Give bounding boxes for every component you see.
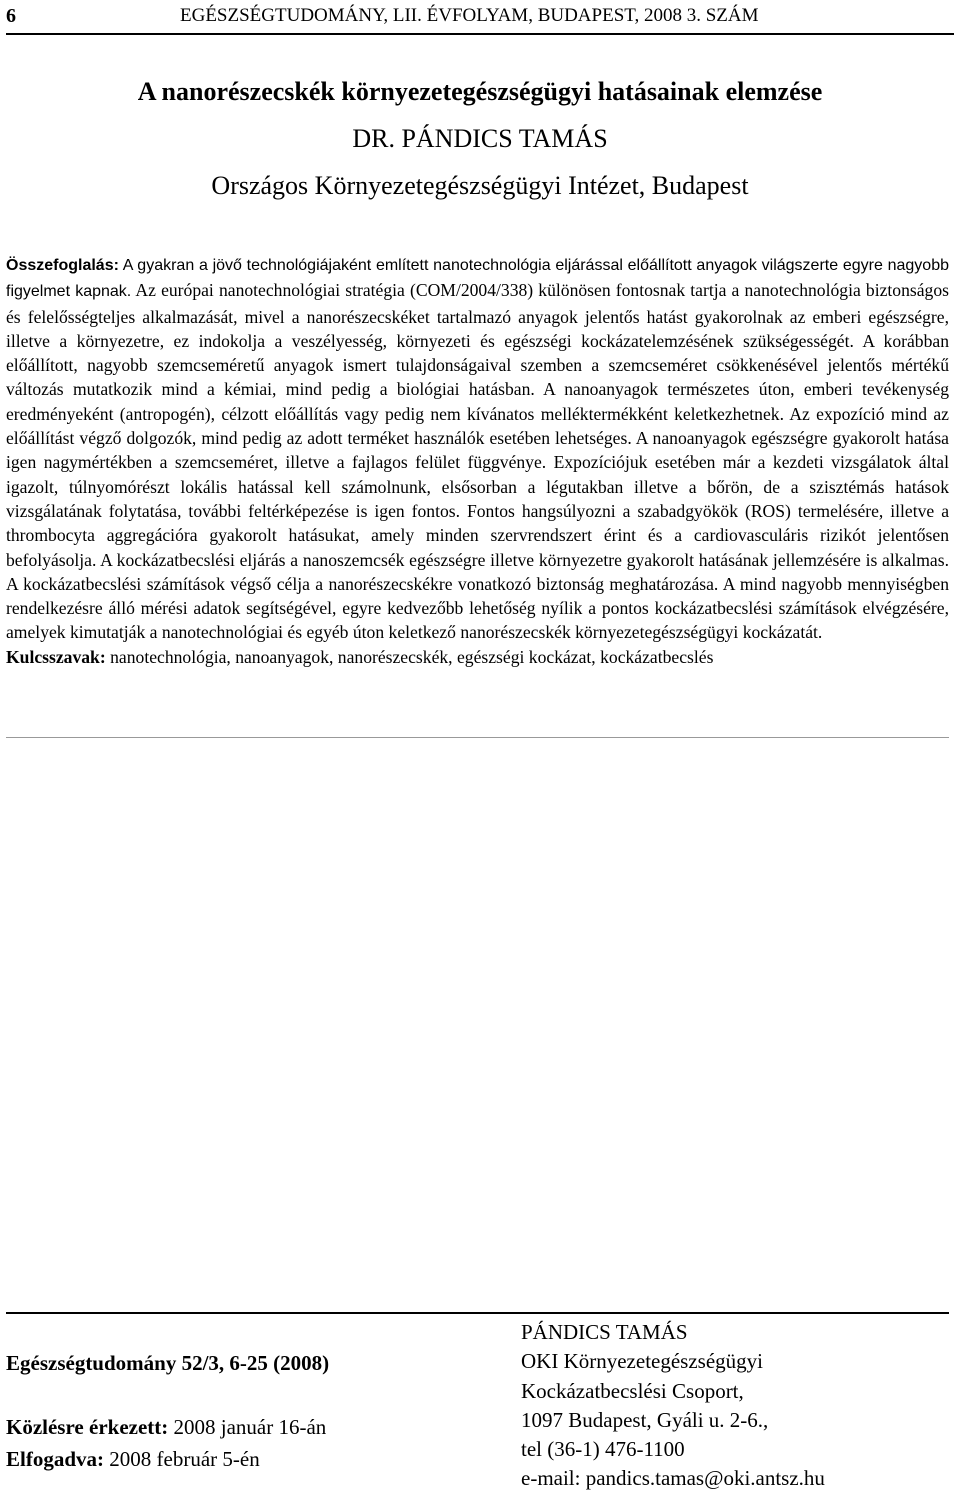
contact-name: PÁNDICS TAMÁS — [521, 1320, 688, 1344]
contact-org: OKI Környezetegészségügyi — [521, 1349, 763, 1374]
abstract — [6, 252, 949, 669]
contact-dept: Kockázatbecslési Csoport, — [521, 1378, 744, 1403]
keywords-text: nanotechnológia, nanoanyagok, nanorészecskék, egészségi kockázat, kockázatbecslés — [105, 646, 714, 667]
page-number: 6 — [6, 5, 16, 27]
footer-divider — [6, 1312, 949, 1314]
publication-info — [6, 1347, 486, 1475]
contact-email: e-mail: pandics.tamas@oki.antsz.hu — [521, 1466, 825, 1491]
article-title: A nanorészecskék környezetegészségügyi hatásainak elemzése — [137, 77, 823, 106]
abstract-divider — [6, 737, 949, 738]
article-affiliation: Országos Környezetegészségügyi Intézet, Budapest — [211, 171, 749, 200]
abstract-label: Összefoglalás: — [6, 257, 119, 274]
contact-address: 1097 Budapest, Gyáli u. 2-6., — [521, 1407, 769, 1432]
keywords-label: Kulcsszavak: — [6, 646, 106, 667]
received-date: Közlésre érkezett: 2008 január 16-án — [6, 1415, 327, 1439]
abstract-intro: A gyakran a jövő technológiájaként említett nanotechnológia eljárással előállított anyagok világszerte egyre nagyobb figyelmet kapnak. — [6, 257, 949, 301]
running-header — [6, 4, 954, 30]
abstract-body: Az európai nanotechnológiai stratégia (COM/2004/338) különösen fontosnak tartja a nanotechnológia biztonságos és felelősségteljes alkalmazását, mivel a nanorészecskéket tartalmazó anyagok jelentős hatást gyakorolnak az emberi egészségre, illetve a környezetre, ez indokolja a veszélyesség, környezeti és egészségi kockázatelemzésének szükségességét. A korábban előállított, nagyobb szemcseméretű anyagok ismert tulajdonságaival szemben a szemcseméret csökkenésével jelentős mértékű változás mutatkozik mind a kémiai, mind pedig a biológiai hatásban. A nanoanyagok természetes úton, emberi tevékenység eredményeként (antropogén), célzott előállítás vagy pedig nem kívánatos melléktermékként keletkezhetnek. Az expozíció mind az előállítást végző dolgozók, mind pedig az adott terméket használók esetében lehetséges. A nanoanyagok egészségre gyakorolt hatása igen nagymértékben a szemcseméret, illetve a fajlagos felület függvénye. Expozíciójuk esetében már a kezdeti vizsgálatok által igazolt, túlnyomórészt lokális hatással kell számolnunk, elsősorban a légutakban illetve a bőrön, de a szisztémás hatások vizsgálatának folytatása, további feltérképezése is igen fontos. Fontos hangsúlyozni a szabadgyökök (ROS) termelésére, illetve a thrombocyta aggregációra gyakorolt hatásukat, amely minden szervrendszert érint és a cardiovasculáris rizikót jelentősen befolyásolja. A kockázatbecslési eljárás a nanoszemcsék egészségre illetve környezetre gyakorolt hatásának jellemzésére is alkalmas. A kockázatbecslési számítások végső célja a nanorészecskékre vonatkozó biztonság meghatározása. A mind nagyobb mennyiségben rendelkezésre álló mérési adatok segítségével, egyre kedvezőbb lehetőség nyílik a pontos kockázatbecslési számítások elvégzésére, amelyek kimutatják a nanotechnológiai és egyéb úton keletkező nanorészecskék környezetegészségügyi kockázatát. — [6, 280, 949, 643]
spacer — [6, 1379, 486, 1411]
contact-phone: tel (36-1) 476-1100 — [521, 1437, 685, 1462]
header-divider — [6, 33, 954, 35]
contact-info — [521, 1318, 951, 1494]
keywords — [6, 647, 713, 667]
accepted-date: Elfogadva: 2008 február 5-én — [6, 1447, 260, 1471]
article-author: DR. PÁNDICS TAMÁS — [352, 124, 608, 153]
journal-header: EGÉSZSÉGTUDOMÁNY, LII. ÉVFOLYAM, BUDAPEST, 2008 3. SZÁM — [180, 5, 759, 26]
citation: Egészségtudomány 52/3, 6-25 (2008) — [6, 1351, 330, 1375]
